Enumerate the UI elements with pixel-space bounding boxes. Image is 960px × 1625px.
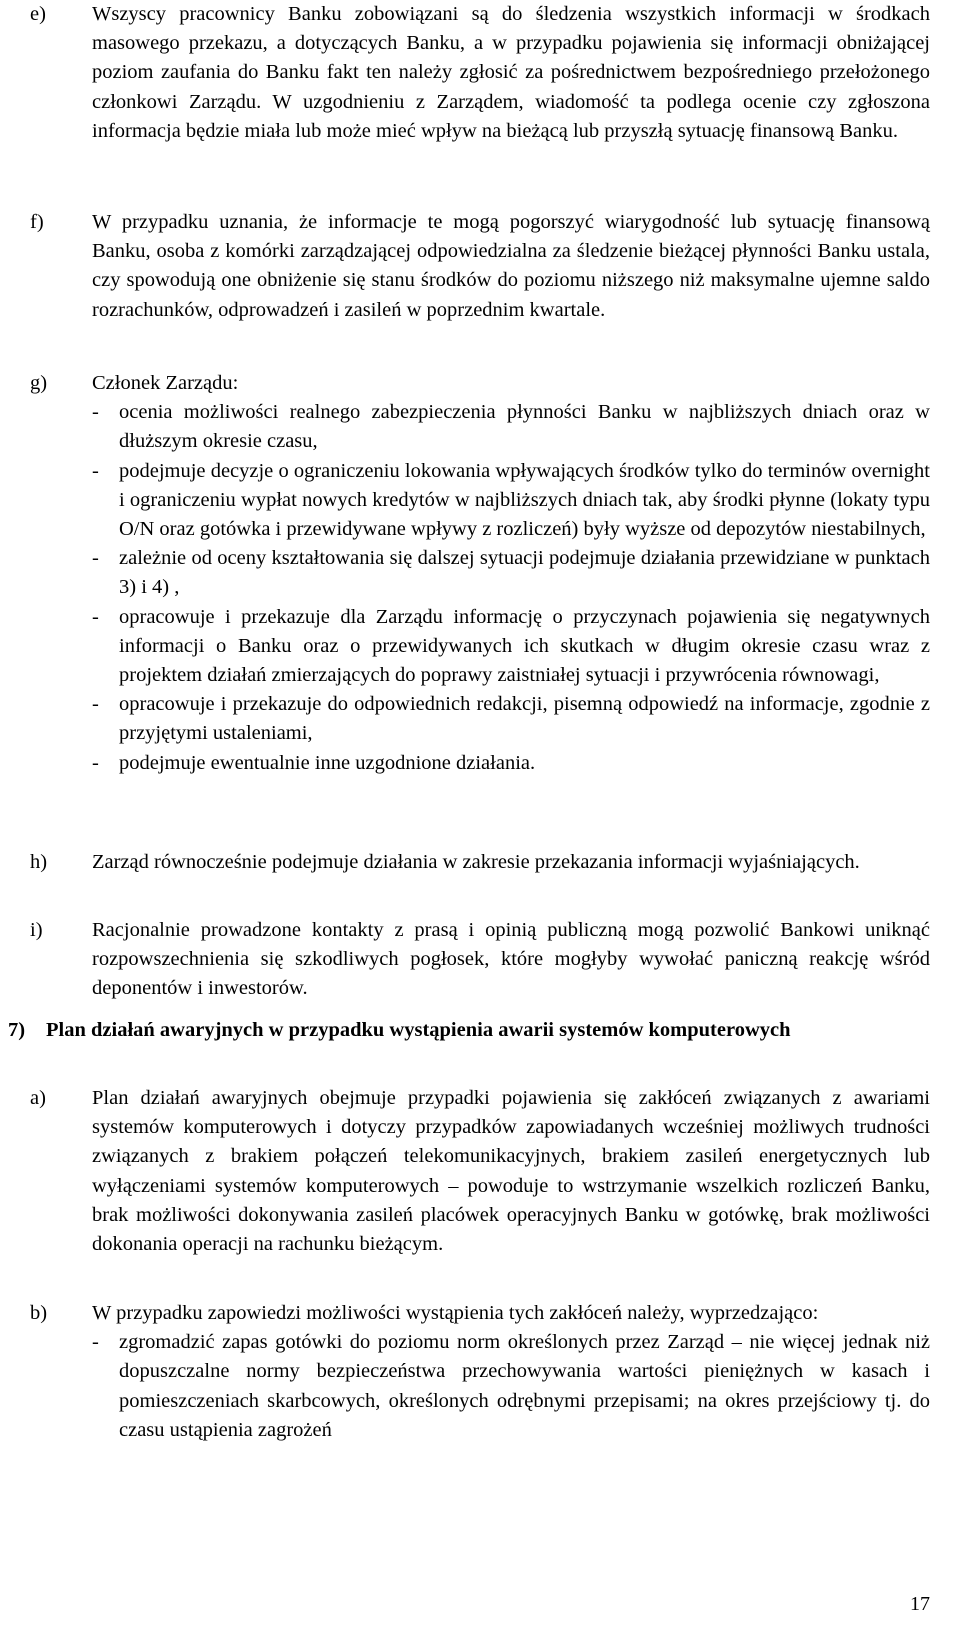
dash-mark: - — [92, 693, 99, 716]
dash-item — [92, 398, 930, 456]
dash-text: podejmuje decyzje o ograniczeniu lokowania wpływających środków tylko do terminów overnight i ograniczeniu wypłat nowych kredytów w najbliższych dniach tak, aby środki płynne (lokaty typu O/N oraz gotówka i przewidywane wpływy z rozliczeń) były wyższe od depozytów niestabilnych, — [119, 459, 930, 541]
item-label: b) — [30, 1302, 48, 1324]
dash-item — [92, 544, 930, 602]
dash-mark: - — [92, 459, 99, 482]
item-text: Wszyscy pracownicy Banku zobowiązani są do śledzenia wszystkich informacji w środkach masowego przekazu, a dotyczących Banku, a w przypadku pojawienia się informacji obniżającej poziom zaufania do Banku fakt ten należy zgłosić za pośrednictwem bezpośredniego przełożonego członkowi Zarządu. W uzgodnieniu z Zarządem, wiadomość ta podlega ocenie czy zgłoszona informacja będzie miała lub może mieć wpływ na bieżącą lub przyszłą sytuację finansową Banku. — [92, 3, 930, 142]
dash-mark: - — [92, 401, 99, 424]
list-item-h — [30, 848, 930, 877]
dash-text: opracowuje i przekazuje do odpowiednich redakcji, pisemną odpowiedź na informacje, zgodnie z przyjętymi ustaleniami, — [119, 693, 930, 745]
list-item-e — [30, 0, 930, 146]
dash-text: ocenia możliwości realnego zabezpieczenia płynności Banku w najbliższych dniach oraz w dłuższym okresie czasu, — [119, 401, 930, 453]
item-text: Zarząd równocześnie podejmuje działania w zakresie przekazania informacji wyjaśniających. — [92, 851, 860, 873]
dash-item — [92, 690, 930, 748]
dash-mark: - — [92, 605, 99, 628]
item-label: f) — [30, 211, 44, 233]
dash-item — [92, 1328, 930, 1445]
item-intro: Członek Zarządu: — [92, 372, 239, 394]
dash-item — [92, 603, 930, 691]
section-number: 7) — [8, 1019, 26, 1041]
list-item-g — [30, 369, 930, 778]
dash-text: zgromadzić zapas gotówki do poziomu norm określonych przez Zarząd – nie więcej jednak niż dopuszczalne normy bezpieczeństwa przechowywania wartości pieniężnych w kasach i pomieszczeniach skarbcowych, określonych odrębnymi przepisami; na okres przejściowy tj. do czasu ustąpienia zagrożeń — [119, 1331, 930, 1441]
item-label: h) — [30, 851, 48, 873]
item-text: Plan działań awaryjnych obejmuje przypadki pojawienia się zakłóceń związanych z awariami systemów komputerowych i dotyczy przypadków zapowiadanych wcześniej możliwych trudności związanych z brakiem połączeń telekomunikacyjnych, brakiem zasileń energetycznych lub wyłączeniami systemów komputerowych – powoduje to wstrzymanie wszelkich rozliczeń Banku, brak możliwości dokonywania zasileń placówek operacyjnych Banku w gotówkę, brak możliwości dokonania operacji na rachunku bieżącym. — [92, 1087, 930, 1256]
dash-mark: - — [92, 1331, 99, 1354]
item-text: W przypadku uznania, że informacje te mogą pogorszyć wiarygodność lub sytuację finansową Banku, osoba z komórki zarządzającej odpowiedzialna za śledzenie bieżącej płynności Banku ustala, czy spowodują one obniżenie się stanu środków do poziomu niższego niż maksymalne ujemne saldo rozrachunków, odprowadzeń i zasileń w poprzednim kwartale. — [92, 211, 930, 321]
list-item-a — [30, 1084, 930, 1259]
dash-mark: - — [92, 751, 99, 774]
section-heading — [8, 1016, 930, 1045]
dash-text: opracowuje i przekazuje dla Zarządu informację o przyczynach pojawienia się negatywnych informacji o Banku oraz o przewidywanych ich skutkach w długim okresie czasu wraz z projektem działań zmierzających do poprawy zaistniałej sytuacji i przywrócenia równowagi, — [119, 605, 930, 687]
dash-text: podejmuje ewentualnie inne uzgodnione działania. — [119, 751, 536, 774]
list-item-f — [30, 208, 930, 325]
item-intro: W przypadku zapowiedzi możliwości wystąpienia tych zakłóceń należy, wyprzedzająco: — [92, 1302, 819, 1324]
dash-item — [92, 749, 930, 778]
dash-text: zależnie od oceny kształtowania się dalszej sytuacji podejmuje działania przewidziane w punktach 3) i 4) , — [119, 547, 930, 599]
page-number: 17 — [910, 1593, 930, 1615]
item-label: i) — [30, 919, 43, 941]
item-text: Racjonalnie prowadzone kontakty z prasą i opinią publiczną mogą pozwolić Bankowi uniknąć rozpowszechnienia się szkodliwych pogłosek, które mogłyby wywołać paniczną reakcję wśród deponentów i inwestorów. — [92, 919, 930, 1000]
list-item-i — [30, 916, 930, 1004]
dash-mark: - — [92, 547, 99, 570]
dash-item — [92, 457, 930, 545]
item-label: e) — [30, 3, 46, 25]
list-item-b — [30, 1299, 930, 1445]
item-label: g) — [30, 372, 48, 394]
item-label: a) — [30, 1087, 46, 1109]
section-title: Plan działań awaryjnych w przypadku wystąpienia awarii systemów komputerowych — [46, 1019, 791, 1041]
